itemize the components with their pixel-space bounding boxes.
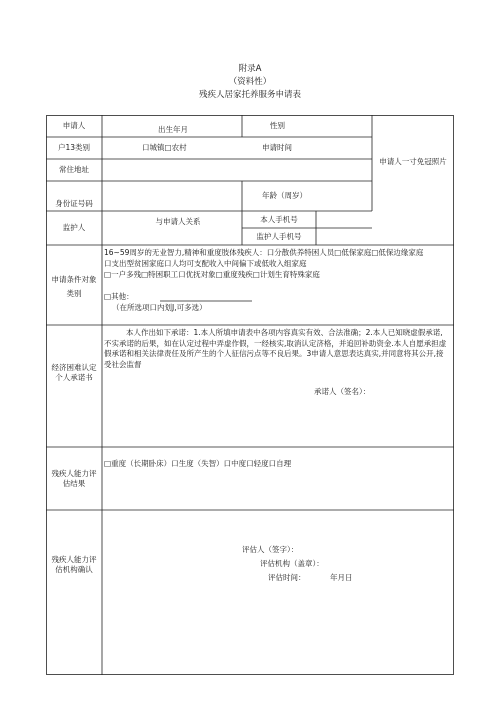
appendix-label: 附录A <box>238 64 262 74</box>
form-title: 残疾人居家托养服务申请表 <box>198 90 301 100</box>
assess-org-label: 残疾人能力评估机构确认 <box>51 555 97 574</box>
guardian-name-field[interactable] <box>104 213 154 243</box>
applicant-phone-field[interactable] <box>318 213 370 226</box>
applicant-name-field[interactable] <box>104 117 154 135</box>
condition-other[interactable]: □其他： <box>104 292 134 301</box>
condition-line-3[interactable]: □一户多残□特困职工口优抚对象□重度残疾□计划生育特殊家庭 <box>104 270 320 279</box>
assess-date-ymd: 年月日 <box>330 573 353 582</box>
condition-line-2[interactable]: 口支出型贫困家庭口人均可支配收入中间偏下或低收入组家庭 <box>104 259 307 268</box>
assess-time-label: 评估时间： <box>268 573 306 582</box>
ability-result-options[interactable]: □重度（长期卧床）口生度（失智）口中度口轻度口自理 <box>104 459 292 468</box>
address-field[interactable] <box>104 161 370 179</box>
address-label: 常住地址 <box>59 165 89 174</box>
promise-label: 经济困难认定个人承诺书 <box>51 363 97 382</box>
gender-label: 性别 <box>270 121 285 130</box>
applicant-phone-label: 本人手机号 <box>260 215 298 224</box>
id-number-field[interactable] <box>104 183 240 209</box>
promise-text: 本人作出如下承诺：1.本人所填申请表中各项内容真实有效、合法准确；2.本人已知晓虚假承诺,不实承诺的后果，如在认定过程中弄虚作假，一经核实,取消认定济格，并追回补助资金.本人自愿承担虚假承诺和相关法律责任及所产生的个人征信污点等不良后果。3申请人意思表达真实,并同意将其公开,接受社会监督 <box>104 328 447 369</box>
guardian-phone-field[interactable] <box>318 230 370 243</box>
relation-label: 与申请人关系 <box>155 217 201 226</box>
birth-label: 出生年月 <box>158 125 188 134</box>
assessor-signature-label: 评估人（签字）： <box>242 545 299 554</box>
condition-category-label: 申请条件对象类别 <box>51 275 97 298</box>
application-form <box>46 115 454 675</box>
guardian-phone-label: 监护人手机号 <box>256 232 302 241</box>
hukou-type-options[interactable]: 口城镇□农村 <box>142 143 187 152</box>
applicant-label: 申请人 <box>62 121 86 130</box>
guardian-label: 监护人 <box>62 223 86 232</box>
hukou-type-label: 户13类别 <box>57 143 91 152</box>
promiser-signature-label: 承诺人（签名）： <box>314 387 371 396</box>
condition-note: （在所选项口内划J,可多选） <box>112 303 207 312</box>
age-label: 年龄（周岁） <box>262 191 307 200</box>
condition-line-1[interactable]: 16~59周岁的无业智力,精神和重度肢体残疾人：口分散供养特困人员□低保家庭□低保边缘家庭 <box>104 248 424 257</box>
apply-time-label: 申请时间 <box>262 143 292 152</box>
ability-result-label: 残疾人能力评估结果 <box>51 469 97 488</box>
appendix-nature: （资料性） <box>228 77 272 87</box>
org-seal-label: 评估机构（盖章）： <box>260 559 324 568</box>
photo-placeholder[interactable]: 申请人一寸免冠照片 <box>379 157 447 166</box>
id-number-label: 身份证号码 <box>55 199 93 208</box>
